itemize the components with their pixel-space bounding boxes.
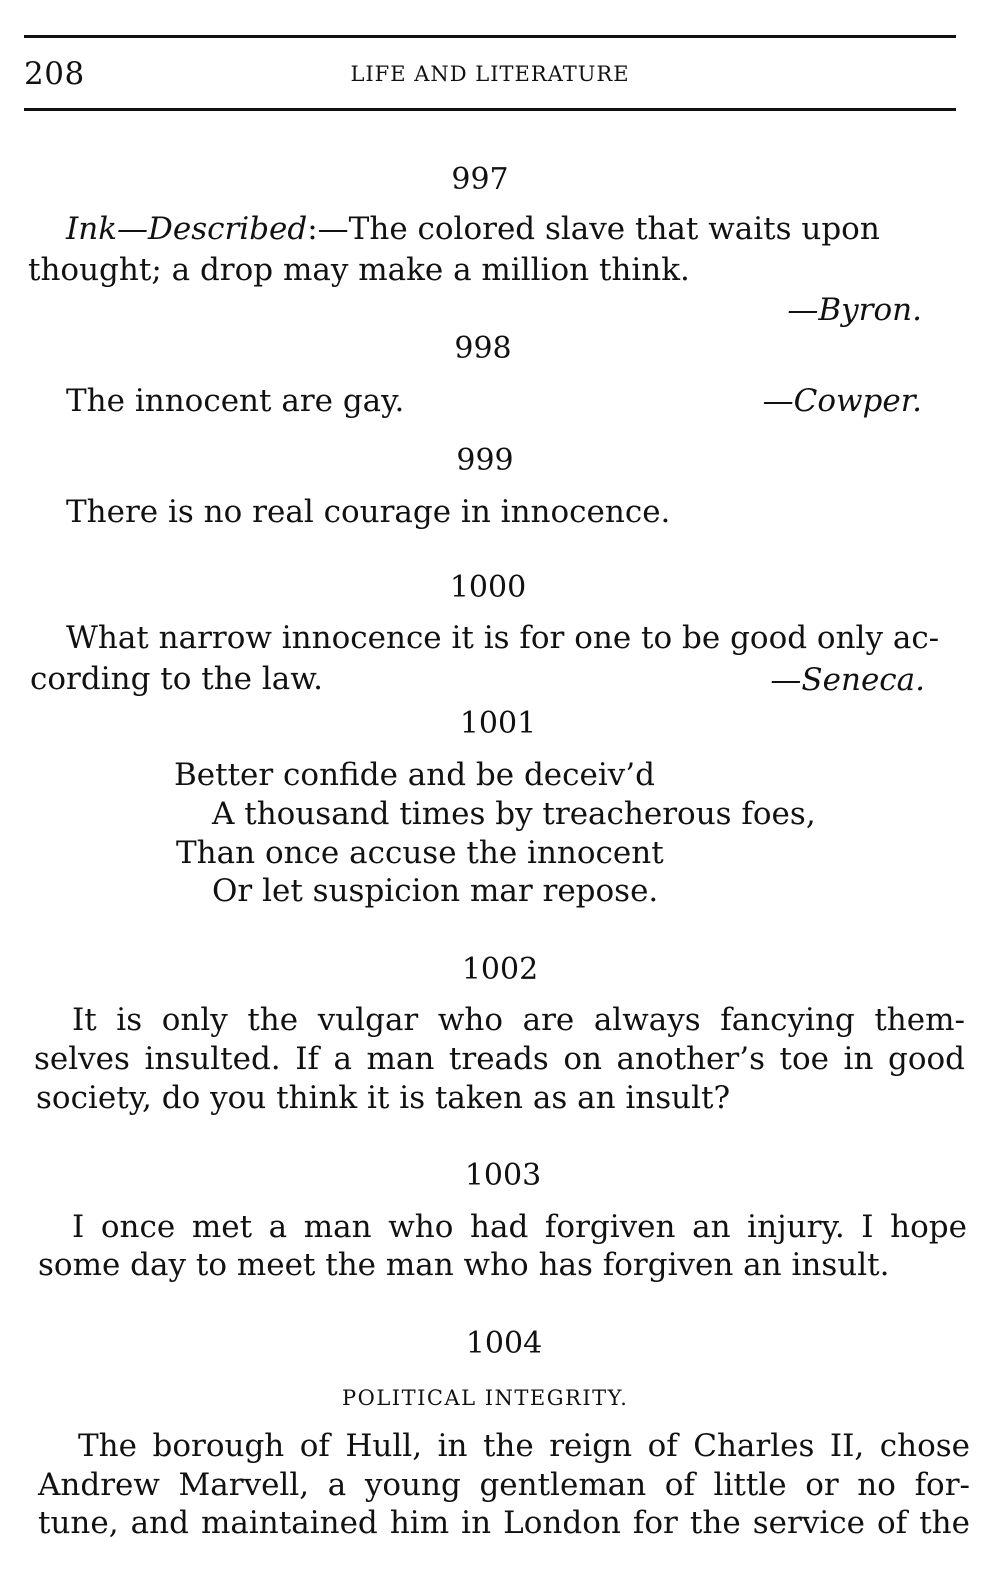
entry-1002-line-2: selves insulted. If a man treads on another’s toe in good <box>34 1041 965 1077</box>
verse-line: Or let suspicion mar repose. <box>212 873 659 909</box>
section-heading: POLITICAL INTEGRITY. <box>342 1386 629 1410</box>
entry-997-author: —Byron. <box>787 292 922 328</box>
entry-1002-line-3: society, do you think it is taken as an insult? <box>36 1080 731 1116</box>
entry-number-999: 999 <box>456 443 514 478</box>
entry-1000-line-2: cording to the law. <box>30 661 323 697</box>
entry-999-text: There is no real courage in innocence. <box>66 494 671 530</box>
entry-1003-line-2: some day to meet the man who has forgiven an insult. <box>38 1247 890 1283</box>
entry-1002-line-1: It is only the vulgar who are always fancying them- <box>72 1002 965 1038</box>
entry-1004-line-3: tune, and maintained him in London for the service of the <box>38 1505 970 1541</box>
entry-number-998: 998 <box>454 331 512 366</box>
verse-line: Than once accuse the innocent <box>176 835 664 871</box>
entry-number-1002: 1002 <box>461 952 539 987</box>
entry-998-text: The innocent are gay. <box>66 383 405 419</box>
verse-line: Better confide and be deceiv’d <box>174 757 655 793</box>
entry-number-1001: 1001 <box>459 706 537 741</box>
entry-997-line-2: thought; a drop may make a million think. <box>28 252 690 288</box>
entry-number-1004: 1004 <box>465 1326 543 1361</box>
entry-1004-line-1: The borough of Hull, in the reign of Charles II, chose <box>78 1428 970 1464</box>
entry-number-1003: 1003 <box>464 1158 542 1193</box>
entry-number-1000: 1000 <box>449 570 527 605</box>
entry-1000-author: —Seneca. <box>770 662 925 698</box>
entry-number-997: 997 <box>451 162 509 197</box>
entry-997-topic: Ink—Described <box>66 211 308 247</box>
entry-998-author: —Cowper. <box>762 383 922 419</box>
entry-1000-line-1: What narrow innocence it is for one to be good only ac- <box>66 620 940 656</box>
running-title: LIFE AND LITERATURE <box>350 62 630 86</box>
verse-line: A thousand times by treacherous foes, <box>212 796 816 832</box>
entry-997-line-1 <box>66 211 880 247</box>
page-number: 208 <box>24 56 85 92</box>
header-top-rule <box>24 35 956 38</box>
entry-997-line-1-text: :—The colored slave that waits upon <box>307 211 880 247</box>
entry-1004-line-2: Andrew Marvell, a young gentleman of little or no for- <box>38 1467 970 1503</box>
header-bottom-rule <box>24 108 956 111</box>
entry-1003-line-1: I once met a man who had forgiven an injury. I hope <box>72 1209 967 1245</box>
